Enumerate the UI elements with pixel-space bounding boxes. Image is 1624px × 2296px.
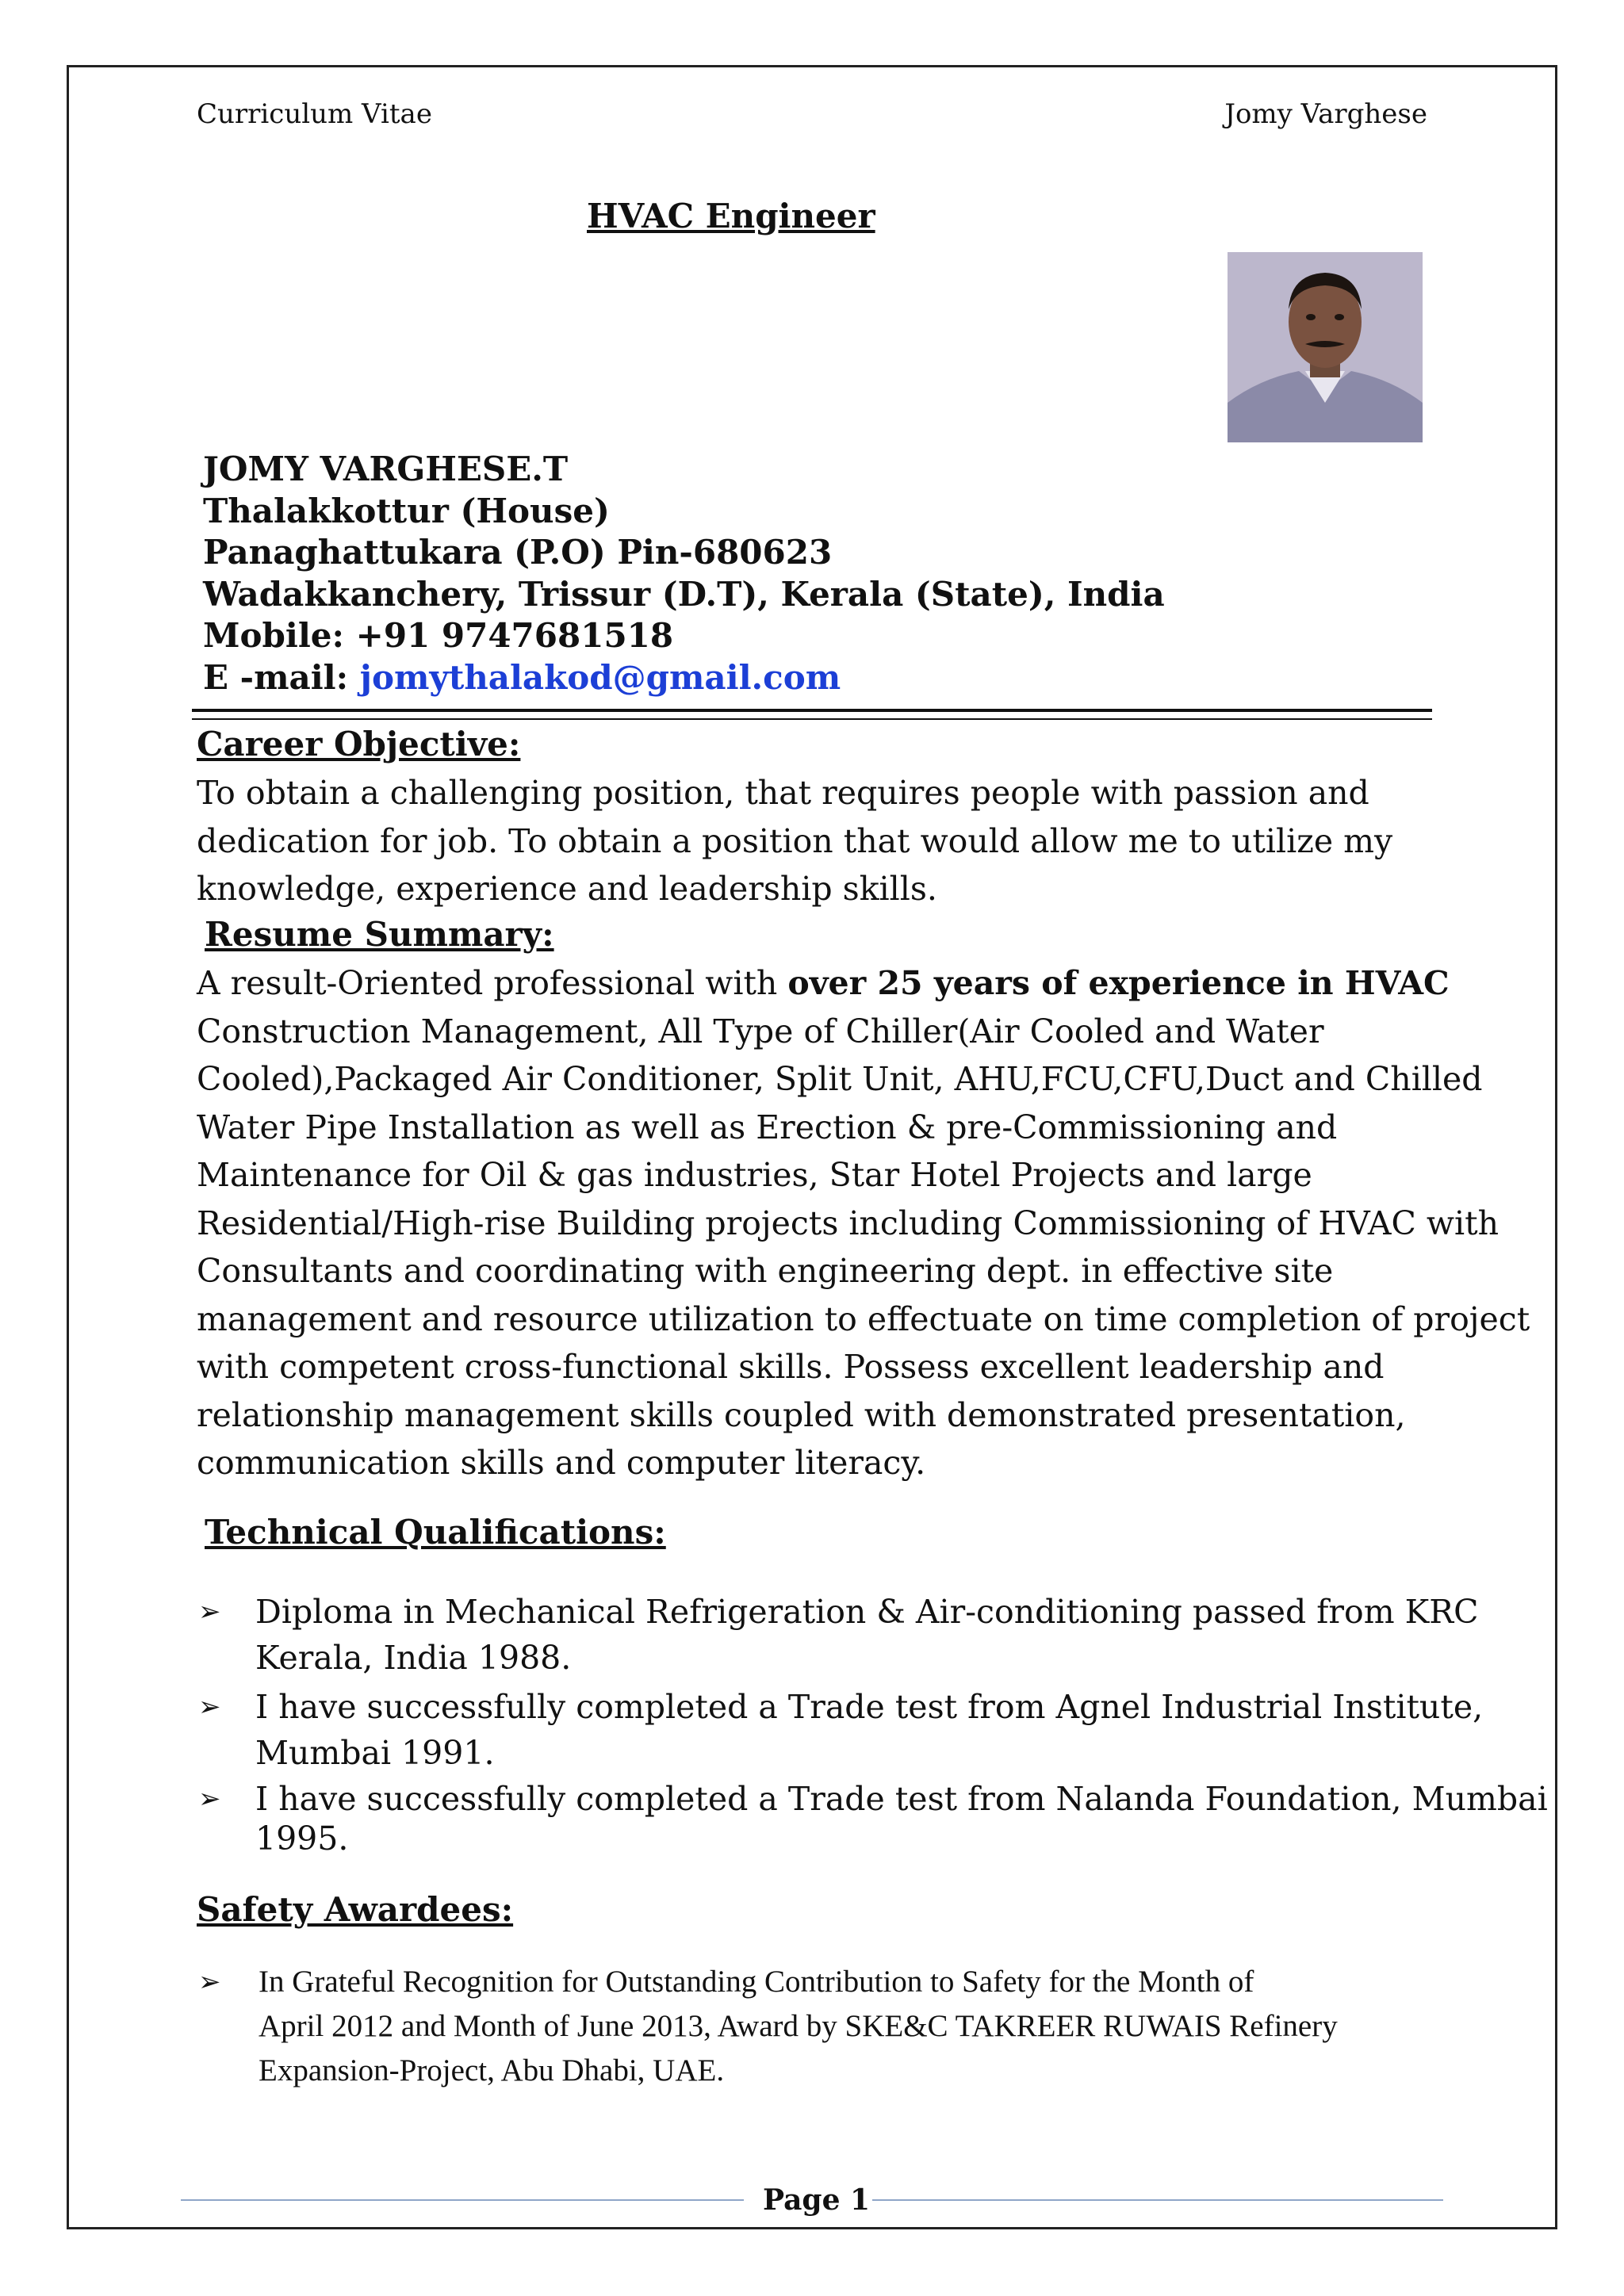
career-line: dedication for job. To obtain a position that would allow me to utilize my bbox=[197, 821, 1393, 860]
list-item bbox=[198, 1779, 1548, 1858]
list-item-text: 1995. bbox=[255, 1820, 349, 1858]
summary-line: Consultants and coordinating with engineering dept. in effective site bbox=[197, 1252, 1334, 1290]
summary-text bbox=[197, 959, 1530, 1487]
divider-thin bbox=[192, 718, 1432, 720]
arrow-bullet-icon: ➢ bbox=[198, 1691, 221, 1723]
summary-line: communication skills and computer literacy. bbox=[197, 1444, 926, 1482]
list-item-text: Kerala, India 1988. bbox=[255, 1639, 572, 1677]
list-item bbox=[198, 1589, 1548, 1681]
arrow-bullet-icon: ➢ bbox=[198, 1596, 221, 1628]
contact-house: Thalakkottur (House) bbox=[203, 491, 610, 530]
career-line: To obtain a challenging position, that requires people with passion and bbox=[197, 774, 1369, 812]
contact-name: JOMY VARGHESE.T bbox=[203, 450, 569, 488]
divider-thick bbox=[192, 709, 1432, 712]
profile-photo bbox=[1228, 252, 1423, 442]
summary-line: Water Pipe Installation as well as Erection & pre-Commissioning and bbox=[197, 1108, 1338, 1146]
arrow-bullet-icon: ➢ bbox=[198, 1783, 221, 1815]
contact-email-row bbox=[203, 657, 1165, 699]
list-item bbox=[198, 1684, 1548, 1776]
list-item-text: Mumbai 1991. bbox=[255, 1734, 495, 1772]
document-title: HVAC Engineer bbox=[587, 197, 875, 235]
email-label: E -mail: bbox=[203, 657, 360, 697]
email-link[interactable]: jomythalakod@gmail.com bbox=[359, 657, 841, 697]
list-item-text: In Grateful Recognition for Outstanding Contribution to Safety for the Month of bbox=[259, 1965, 1254, 1999]
summary-line: Cooled),Packaged Air Conditioner, Split Unit, AHU,FCU,CFU,Duct and Chilled bbox=[197, 1060, 1483, 1098]
contact-mobile: Mobile: +91 9747681518 bbox=[203, 616, 674, 655]
career-heading: Career Objective: bbox=[197, 725, 521, 763]
list-item-text: I have successfully completed a Trade test from Nalanda Foundation, Mumbai bbox=[255, 1780, 1548, 1818]
technical-heading: Technical Qualifications: bbox=[205, 1513, 666, 1552]
page-number: Page 1 bbox=[763, 2183, 871, 2217]
summary-experience-highlight: over 25 years of experience in HVAC bbox=[787, 964, 1450, 1002]
summary-line: relationship management skills coupled with demonstrated presentation, bbox=[197, 1395, 1406, 1434]
arrow-bullet-icon: ➢ bbox=[198, 1966, 221, 1998]
safety-list bbox=[198, 1960, 1338, 2093]
list-item-text: April 2012 and Month of June 2013, Award by SKE&C TAKREER RUWAIS Refinery bbox=[259, 2009, 1338, 2043]
profile-photo-image bbox=[1228, 252, 1423, 442]
summary-line: with competent cross-functional skills. Possess excellent leadership and bbox=[197, 1348, 1385, 1386]
footer-rule-left bbox=[181, 2199, 744, 2201]
contact-district: Wadakkanchery, Trissur (D.T), Kerala (State), India bbox=[203, 574, 1165, 614]
list-item-text: Expansion-Project, Abu Dhabi, UAE. bbox=[259, 2053, 725, 2087]
list-item bbox=[198, 1960, 1338, 2093]
summary-heading: Resume Summary: bbox=[205, 915, 554, 954]
summary-line: management and resource utilization to effectuate on time completion of project bbox=[197, 1299, 1530, 1338]
career-line: knowledge, experience and leadership skills. bbox=[197, 870, 937, 908]
contact-block bbox=[203, 449, 1165, 698]
header-left: Curriculum Vitae bbox=[197, 98, 432, 130]
summary-line-text: A result-Oriented professional with bbox=[197, 964, 788, 1002]
summary-line bbox=[197, 959, 1530, 1008]
technical-list bbox=[198, 1589, 1548, 1858]
list-item-text: Diploma in Mechanical Refrigeration & Air-conditioning passed from KRC bbox=[255, 1593, 1479, 1631]
list-item-text: I have successfully completed a Trade test from Agnel Industrial Institute, bbox=[255, 1688, 1484, 1726]
summary-line: Maintenance for Oil & gas industries, Star Hotel Projects and large bbox=[197, 1156, 1312, 1194]
footer-rule-right bbox=[872, 2199, 1443, 2201]
header-right: Jomy Varghese bbox=[1224, 98, 1427, 130]
career-text bbox=[197, 769, 1392, 913]
contact-post: Panaghattukara (P.O) Pin-680623 bbox=[203, 533, 833, 572]
safety-heading: Safety Awardees: bbox=[197, 1890, 514, 1929]
summary-line: Residential/High-rise Building projects including Commissioning of HVAC with bbox=[197, 1203, 1500, 1242]
summary-line: Construction Management, All Type of Chiller(Air Cooled and Water bbox=[197, 1012, 1324, 1050]
